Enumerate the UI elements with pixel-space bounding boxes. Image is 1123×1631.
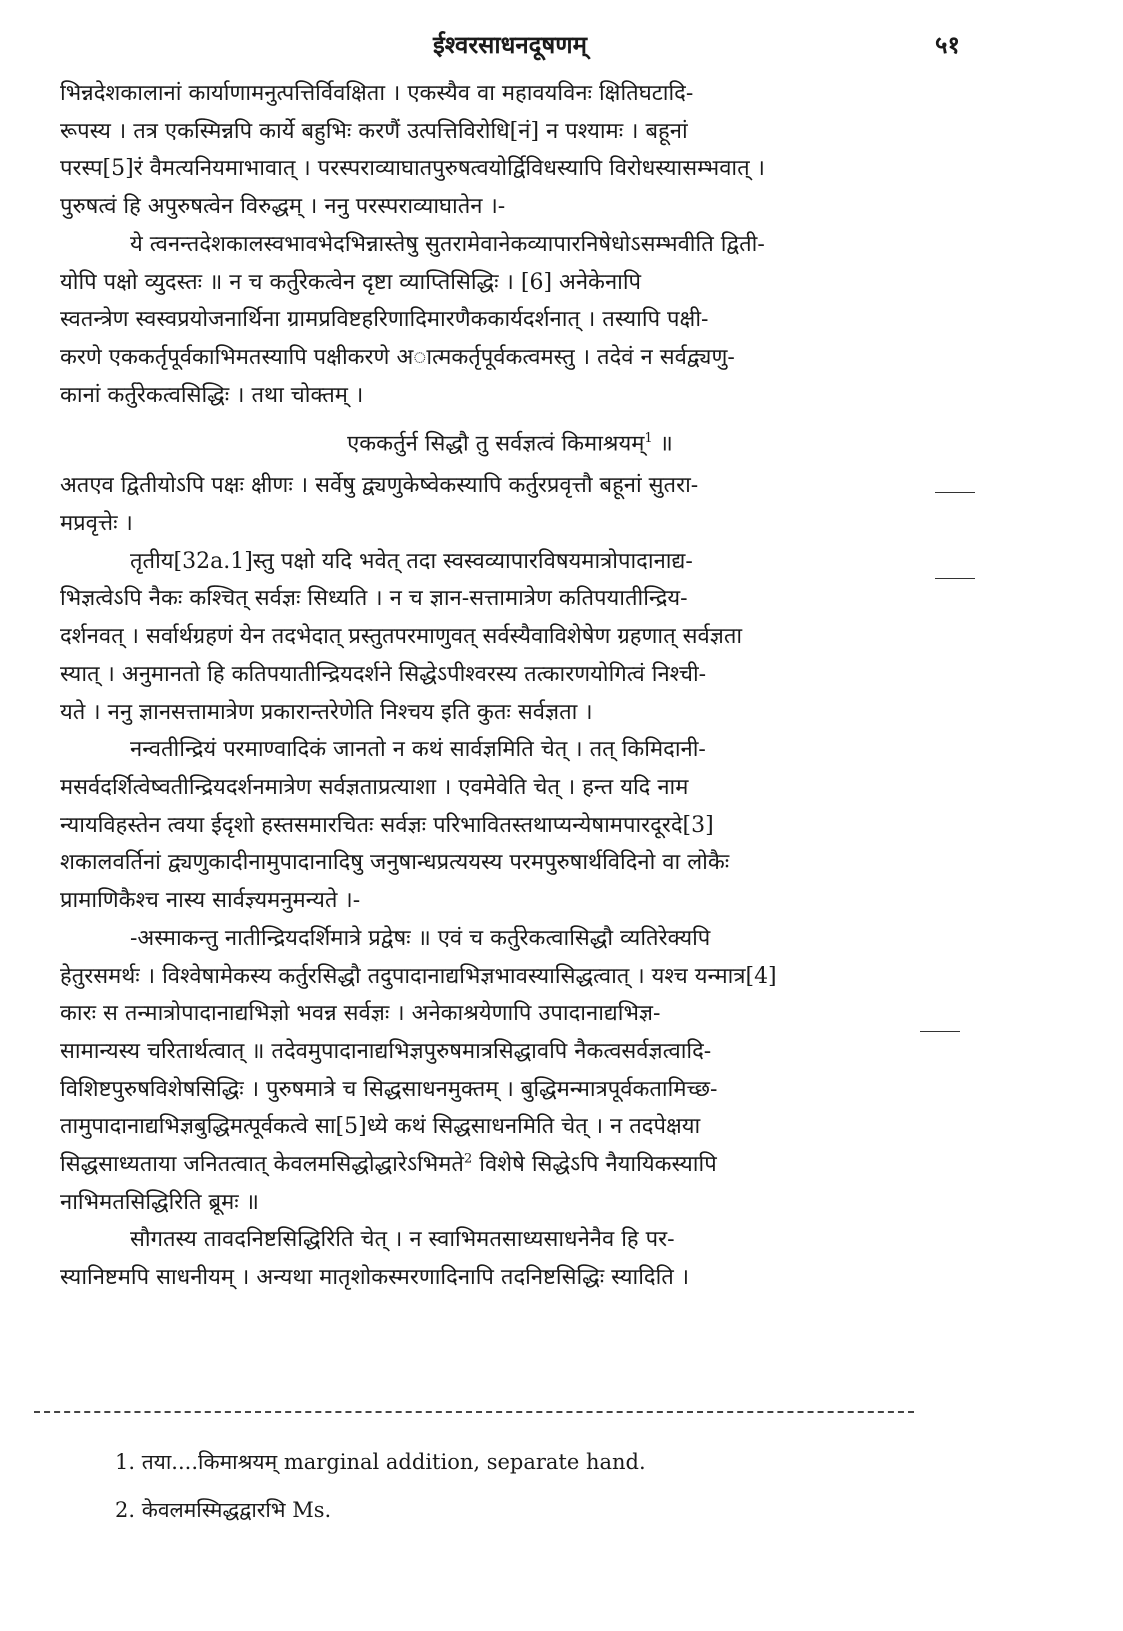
paragraph-6-text: -अस्माकन्तु नातीन्द्रियदर्शिमात्रे प्रद्वेषः ॥ एवं च कर्तुरेकत्वासिद्धौ व्यतिरेक्यपि हेतुरसमर्थः । विश्वेषामेकस्य कर्तुरसिद्धौ तदुपादानाद्यभिज्ञभावस्यासिद्धत्वात् । यश्च यन्मात्र[4] कारः स तन्मात्रोपादानाद्यभिज्ञो भवन्न सर्वज्ञः । अनेकाश्रयेणापि उपादानाद्यभिज्ञ- सामान्यस्य चरितार्थत्वात् ॥ तदेवमुपादानाद्यभिज्ञपुरुषमात्रसिद्धावपि नैकत्वसर्वज्ञत्वादि- विशिष्टपुरुषविशेषसिद्धिः । पुरुषमात्रे च सिद्धसाधनमुक्तम् । बुद्धिमन्मात्रपूर्वकतामिच्छ- तामुपादानाद्यभिज्ञबुद्धिमत्पूर्वकत्वे सा[5]ध्ये कथं सिद्धसाधनमिति चेत् । न तदपेक्षया सिद्धसाध्यताया जनितत्वात् केवलमसिद्धोद्धारेऽभिमते <box>60 925 777 1178</box>
main-text <box>60 75 960 1297</box>
paragraph-6 <box>60 920 960 1222</box>
page-number: ५१ <box>935 30 960 59</box>
footnote-ref-2: 2 <box>463 1151 473 1167</box>
paragraph-2: ये त्वनन्तदेशकालस्वभावभेदभिन्नास्तेषु सुतरामेवानेकव्यापारनिषेधोऽसम्भवीति द्विती- योपि पक्षो व्युदस्तः ॥ न च कर्तुरेकत्वेन दृष्टा व्याप्तिसिद्धिः । [6] अनेकेनापि स्वतन्त्रेण स्वस्वप्रयोजनार्थिना ग्रामप्रविष्टहरिणादिमारणैककार्यदर्शनात् । तस्यापि पक्षी- करणे एककर्तृपूर्वकाभिमतस्यापि पक्षीकरणे अात्मकर्तृपूर्वकत्वमस्तु । तदेवं न सर्वद्व्यणु- कानां कर्तुरेकत्वसिद्धिः । तथा चोक्तम् । <box>60 231 765 408</box>
footnotes <box>115 1438 935 1534</box>
footnote-divider <box>34 1411 914 1413</box>
footnote-1: 1. तया....किमाश्रयम् marginal addition, separate hand. <box>115 1450 646 1474</box>
verse-end: ॥ <box>652 431 673 457</box>
margin-mark <box>935 492 975 493</box>
paragraph-4: तृतीय[32a.1]स्तु पक्षो यदि भवेत् तदा स्वस्वव्यापारविषयमात्रोपादानाद्य- भिज्ञत्वेऽपि नैकः कश्चित् सर्वज्ञः सिध्यति । न च ज्ञान-सत्तामात्रेण कतिपयातीन्द्रिय- दर्शनवत् । सर्वार्थग्रहणं येन तदभेदात् प्रस्तुतपरमाणुवत् सर्वस्यैवाविशेषेण ग्रहणात् सर्वज्ञता स्यात् । अनुमानतो हि कतिपयातीन्द्रियदर्शने सिद्धेऽपीश्वरस्य तत्कारणयोगित्वं निश्ची- यते । ननु ज्ञानसत्तामात्रेण प्रकारान्तरेणेति निश्चय इति कुतः सर्वज्ञता । <box>60 548 743 725</box>
footnote-2: 2. केवलमस्मिद्धद्वारभि Ms. <box>115 1498 332 1522</box>
paragraph-1: भिन्नदेशकालानां कार्याणामनुत्पत्तिर्विवक्षिता । एकस्यैव वा महावयविनः क्षितिघटादि- रूपस्य । तत्र एकस्मिन्नपि कार्ये बहुभिः करणैं उत्पत्तिविरोधि[नं] न पश्यामः । बहूनां परस्प[5]रं वैमत्यनियमाभावात् । परस्पराव्याघातपुरुषत्वयोर्द्विविधस्यापि विरोधस्यासम्भवात् । पुरुषत्वं हि अपुरुषत्वेन विरुद्धम् । ननु परस्पराव्याघातेन ।- <box>60 81 765 220</box>
footnote-ref-1: 1 <box>644 431 653 447</box>
verse-quotation <box>60 420 960 463</box>
paragraph-6-cont: विशेषे सिद्धेऽपि नैयायिकस्यापि नाभिमतसिद्धिरिति ब्रूमः ॥ <box>60 1152 717 1215</box>
paragraph-7: सौगतस्य तावदनिष्टसिद्धिरिति चेत् । न स्वाभिमतसाध्यसाधनेनैव हि पर- स्यानिष्टमपि साधनीयम् । अन्यथा मातृशोकस्मरणादिनापि तदनिष्टसिद्धिः स्यादिति । <box>60 1227 690 1291</box>
paragraph-3: अतएव द्वितीयोऽपि पक्षः क्षीणः । सर्वेषु द्व्यणुकेष्वेकस्यापि कर्तुरप्रवृत्तौ बहूनां सुतरा- मप्रवृत्तेः । <box>60 473 699 537</box>
page-header <box>60 28 960 58</box>
running-title: ईश्वरसाधनदूषणम् <box>433 30 587 59</box>
margin-mark <box>935 578 975 579</box>
margin-mark <box>920 1031 960 1032</box>
verse-text: एककर्तुर्न सिद्धौ तु सर्वज्ञत्वं किमाश्रयम् <box>347 431 645 457</box>
paragraph-5: नन्वतीन्द्रियं परमाण्वादिकं जानतो न कथं सार्वज्ञमिति चेत् । तत् किमिदानी- मसर्वदर्शित्वेष्वतीन्द्रियदर्शनमात्रेण सर्वज्ञताप्रत्याशा । एवमेवेति चेत् । हन्त यदि नाम न्यायविहस्तेन त्वया ईदृशो हस्तसमारचितः सर्वज्ञः परिभावितस्तथाप्यन्येषामपारदूरदे[3] शकालवर्तिनां द्व्यणुकादीनामुपादानादिषु जनुषान्धप्रत्ययस्य परमपुरुषार्थविदिनो वा लोकैः प्रामाणिकैश्च नास्य सार्वज्ञ्यमनुमन्यते ।- <box>60 737 730 914</box>
